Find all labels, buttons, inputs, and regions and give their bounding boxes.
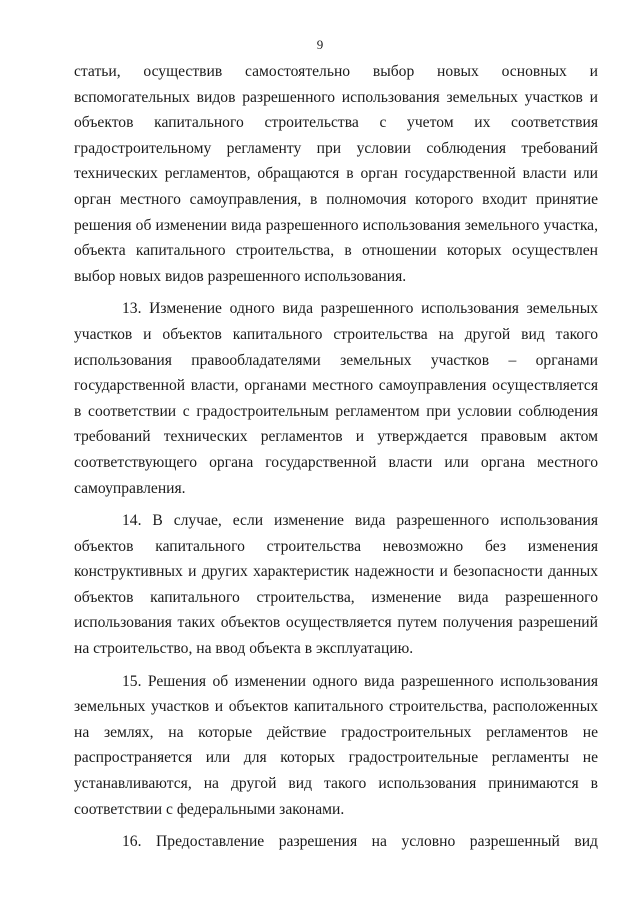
paragraph-15: 15. Решения об изменении одного вида разрешенного использования земельных участков и объектов капитального строительства, расположенных на землях, на которые действие градостроительных регламентов не распространяется или для которых градостроительные регламенты не устанавливаются, на другой вид такого использования принимаются в соответствии с федеральными законами. [74, 672, 598, 818]
paragraph-13: 13. Изменение одного вида разрешенного использования земельных участков и объектов капитального строительства на другой вид такого использования правообладателями земельных участков – органами государственной власти, органами местного самоуправления осуществляется в соответствии с градостроительным регламентом при условии соблюдения требований технических регламентов и утверждается правовым актом соответствующего органа государственной власти или органа местного самоуправления. [74, 300, 598, 497]
document-body [74, 59, 598, 855]
paragraph-continuation: статьи, осуществив самостоятельно выбор новых основных и вспомогательных видов разрешенного использования земельных участков и объектов капитального строительства с учетом их соответствия градостроительному регламенту при условии соблюдения требований технических регламентов, обращаются в орган государственной власти или орган местного самоуправления, в полномочия которого входит принятие решения об изменении вида разрешенного использования земельного участка, объекта капитального строительства, в отношении которых осуществлен выбор новых видов разрешенного использования. [74, 63, 598, 285]
page-number: 9 [316, 37, 324, 52]
paragraph-16: 16. Предоставление разрешения на условно разрешенный вид [122, 833, 598, 851]
paragraph-14: 14. В случае, если изменение вида разрешенного использования объектов капитального строительства невозможно без изменения конструктивных и других характеристик надежности и безопасности данных объектов капитального строительства, изменение вида разрешенного использования таких объектов осуществляется путем получения разрешений на строительство, на ввод объекта в эксплуатацию. [74, 512, 598, 658]
